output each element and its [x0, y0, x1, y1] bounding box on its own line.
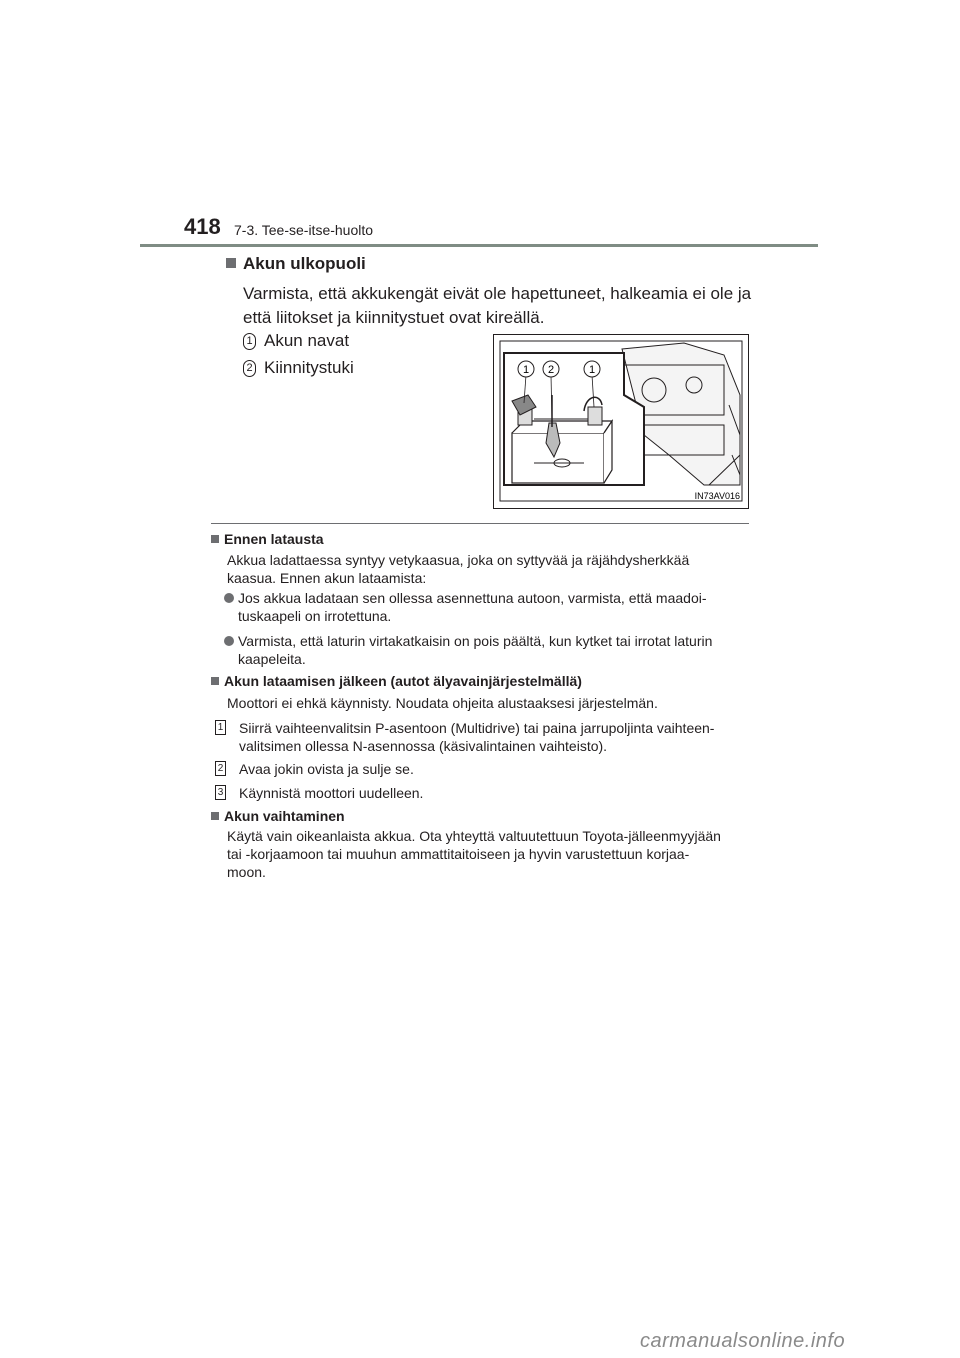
section-title: 7-3. Tee-se-itse-huolto — [234, 222, 374, 238]
header-rule — [140, 244, 818, 247]
heading-before-charging: Ennen latausta — [211, 531, 324, 547]
section-divider — [211, 523, 749, 524]
callout-terminals: 1 Akun navat — [243, 331, 349, 351]
exterior-paragraph: Varmista, että akkukengät eivät ole hapettuneet, halkeamia ei ole ja että liitokset ja kiinnitystuet ovat kireällä. — [243, 284, 752, 327]
step-number: 3 — [215, 785, 226, 800]
heading-battery-exterior: Akun ulkopuoli — [226, 254, 366, 274]
square-bullet-icon — [211, 812, 219, 820]
round-bullet-icon — [224, 593, 234, 603]
list-item: Jos akkua ladataan sen ollessa asennettuna autoon, varmista, että maadoi- tuskaapeli on irrotettuna. — [224, 589, 750, 625]
figure-marker-1b: 1 — [588, 364, 596, 376]
square-bullet-icon — [211, 677, 219, 685]
square-bullet-icon — [211, 535, 219, 543]
step-number: 1 — [215, 720, 226, 735]
battery-figure — [493, 334, 749, 509]
heading-battery-replacement: Akun vaihtaminen — [211, 808, 345, 824]
engine-bay-illustration — [494, 335, 748, 508]
callout-number-1: 1 — [243, 333, 256, 350]
step-2: 2 Avaa jokin ovista ja sulje se. — [227, 760, 749, 778]
square-bullet-icon — [226, 258, 236, 268]
after-charging-intro: Moottori ei ehkä käynnisty. Noudata ohjeita alustaaksesi järjestelmän. — [227, 695, 658, 711]
heading-after-charging: Akun lataamisen jälkeen (autot älyavainjärjestelmällä) — [211, 673, 582, 689]
callout-hold-down: 2 Kiinnitystuki — [243, 358, 354, 378]
step-number: 2 — [215, 761, 226, 776]
watermark: carmanualsonline.info — [640, 1330, 846, 1352]
callout-number-2: 2 — [243, 360, 256, 377]
list-item: Varmista, että laturin virtakatkaisin on pois päältä, kun kytket tai irrotat laturin kaapeleita. — [224, 632, 750, 668]
figure-marker-1a: 1 — [522, 364, 530, 376]
figure-code: IN73AV016 — [694, 491, 740, 501]
step-1: 1 Siirrä vaihteenvalitsin P-asentoon (Multidrive) tai paina jarrupoljinta vaihteen- valitsimen ollessa N-asennossa (käsivalintainen vaihteisto). — [227, 719, 749, 755]
page-number: 418 — [184, 214, 221, 239]
replacement-text: Käytä vain oikeanlaista akkua. Ota yhteyttä valtuutettuun Toyota-jälleenmyyjään tai -korjaamoon tai muuhun ammattitaitoiseen ja hyvin varustettuun korjaa- moon. — [227, 828, 721, 880]
before-charging-intro: Akkua ladattaessa syntyy vetykaasua, joka on syttyvää ja räjähdysherkkää kaasua. Ennen akun lataamista: — [227, 552, 690, 586]
step-3: 3 Käynnistä moottori uudelleen. — [227, 784, 749, 802]
round-bullet-icon — [224, 636, 234, 646]
figure-marker-2: 2 — [547, 364, 555, 376]
